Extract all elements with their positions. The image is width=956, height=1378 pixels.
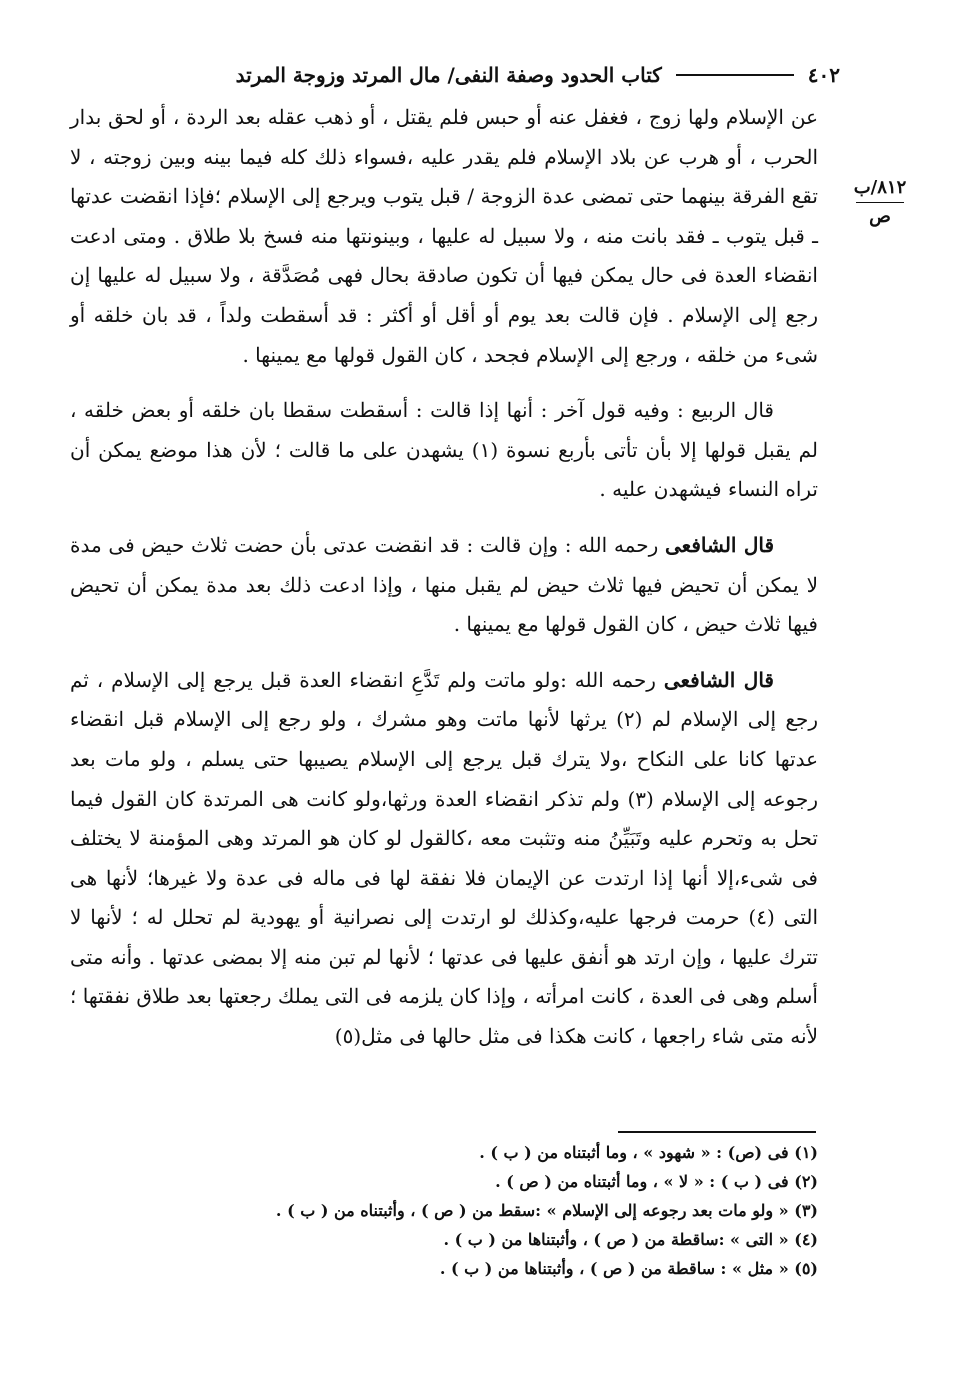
manuscript-folio-note: [852, 176, 908, 229]
paragraph-4-speaker: قال الشافعى: [663, 667, 774, 692]
main-text: [70, 98, 818, 1057]
page-number: ٤٠٢: [807, 63, 840, 87]
folio-reference: ٨١٢/ب: [853, 177, 907, 198]
header-rule: [676, 74, 794, 76]
footnote-2: (٢) فى ( ب ) : « لا » ، وما أثبتناه من ( ص ) .: [495, 1172, 818, 1191]
footnote-rule: [618, 1131, 816, 1133]
paragraph-2-text: قال الربيع : وفيه قول آخر : أنها إذا قالت : أسقطت سقطا بان خلقه أو بعض خلقه ، لم يقبل قولها إلا بأن تأتى بأربع نسوة (١) يشهدن على ما قالت ؛ لأن هذا موضع يمكن أن تراه النساء فيشهدن عليه .: [70, 398, 818, 502]
running-header: [70, 58, 840, 92]
paragraph-3-text: رحمه الله : وإن قالت : قد انقضت عدتى بأن حضت ثلاث حيض فى مدة لا يمكن أن تحيض فيها ثلاث حيض لم يقبل منها ، وإذا ادعت ذلك بعد مدة يمكن أن تحيض فيها ثلاث حيض ، كان القول قولها مع يمينها .: [70, 532, 818, 637]
paragraph-2: [70, 391, 818, 510]
paragraph-3: [70, 526, 818, 645]
chapter-title: كتاب الحدود وصفة النفى/ مال المرتد وزوجة المرتد: [235, 63, 662, 87]
paragraph-3-speaker: قال الشافعى: [665, 532, 774, 557]
folio-rule: [856, 202, 904, 203]
paragraph-1: [70, 98, 818, 375]
manuscript-siglum: ص: [869, 206, 891, 227]
footnote-5: (٥) « مثل » : ساقطة من ( ص ) ، وأثبتناها من ( ب ) .: [439, 1259, 818, 1278]
footnotes: [200, 1138, 818, 1283]
footnote-1: (١) فى (ص) : « شهود » ، وما أثبتناه من ( ب ) .: [479, 1143, 818, 1162]
paragraph-4-text: رحمه الله :ولو ماتت ولم تَدَّعِ انقضاء العدة قبل يرجع إلى الإسلام ، ثم رجع إلى الإسلام لم (٢) يرثها لأنها ماتت وهو مشرك ، ولو رجع إلى الإسلام قبل انقضاء عدتها كانا على النكاح ،ولا يترك قبل يرجع إلى الإسلام يصيبها حتى يسلم ، ولو مات بعد رجوعه إلى الإسلام (٣) ولم تذكر انقضاء العدة ورثها،ولو كانت هى المرتدة كان القول فيما تحل به وتحرم عليه وتَبَيِّنُ منه وتثبت معه ،كالقول لو كان هو المرتد وهى المؤمنة لا يختلف فى شىء،إلا أنها إذا ارتدت عن الإيمان فلا نفقة لها فى ماله فى عدة ولا غيرها؛ لأنها هى التى (٤) حرمت فرجها عليه،وكذلك لو ارتدت إلى نصرانية أو يهودية لم تحلل له ؛ لأنها لا تترك عليها ، وإن ارتد هو أنفق عليها فى عدتها ؛ لأنها لم تبن منه إلا بمضى عدتها . وأنه متى أسلم وهى فى العدة ، كانت امرأته ، وإذا كان يلزمه فى التى يملك رجعتها بعد طلاق نفقتها ؛ لأنه متى شاء راجعها ، كانت هكذا فى مثل حالها فى مثل(٥): [70, 667, 818, 1049]
footnote-3: (٣) « ولو مات بعد رجوعه إلى الإسلام » :سقط من ( ص ) ، وأثبتناه من ( ب ) .: [275, 1201, 818, 1220]
paragraph-4: [70, 661, 818, 1057]
footnote-4: (٤) « التى » :ساقطة من ( ص ) ، وأثبتناها من ( ب ) .: [443, 1230, 818, 1249]
paragraph-1-text: عن الإسلام ولها زوج ، فغفل عنه أو حبس فلم يقتل ، أو ذهب عقله بعد الردة ، أو لحق بدار الحرب ، أو هرب عن بلاد الإسلام فلم يقدر عليه ،فسواء ذلك كله فيما بينه وبين زوجته ، لا تقع الفرقة بينهما حتى تمضى عدة الزوجة / قبل يتوب ويرجع إلى الإسلام ؛فإذا انقضت عدتها ـ قبل يتوب ـ فقد بانت منه ، ولا سبيل له عليها ، وبينونتها منه فسخ بلا طلاق . ومتى ادعت انقضاء العدة فى حال يمكن فيها أن تكون صادقة بحال فهى مُصَدَّقة ، ولا سبيل له عليها إن رجع إلى الإسلام . فإن قالت بعد يوم أو أقل أو أكثر : قد أسقطت ولداً ، قد بان خلقه أو شىء من خلقه ، ورجع إلى الإسلام فجحد ، كان القول قولها مع يمينها .: [70, 105, 818, 367]
